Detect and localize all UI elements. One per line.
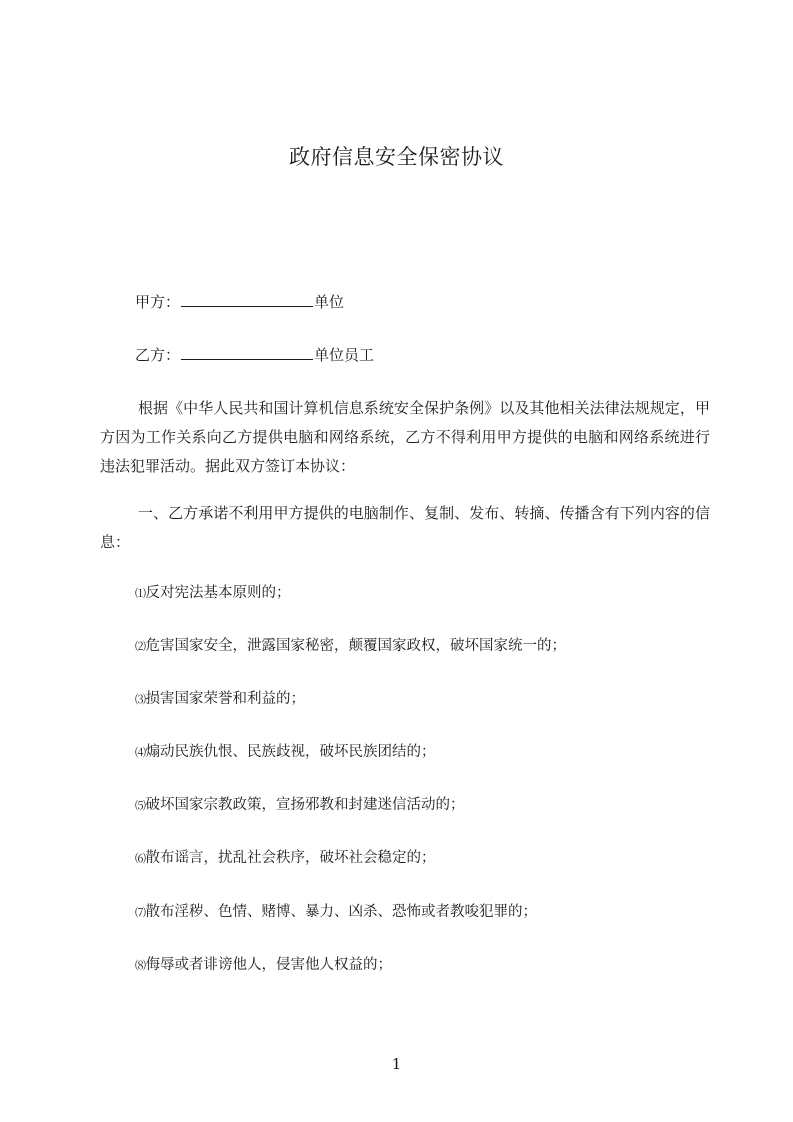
party-b-blank <box>181 344 313 360</box>
party-a-suffix: 单位 <box>314 293 345 311</box>
list-item: ⑷煽动民族仇恨、民族歧视，破坏民族团结的； <box>135 744 436 760</box>
list-item: ⑵危害国家安全，泄露国家秘密，颠覆国家政权，破坏国家统一的； <box>135 638 566 654</box>
list-item: ⑺散布淫秽、色情、赌博、暴力、凶杀、恐怖或者教唆犯罪的； <box>135 904 537 920</box>
party-a-blank <box>181 291 313 307</box>
clause-one-paragraph: 一、乙方承诺不利用甲方提供的电脑制作、复制、发布、转摘、传播含有下列内容的信息： <box>100 504 710 551</box>
list-item: ⑴反对宪法基本原则的； <box>135 585 291 601</box>
intro-paragraph: 根据《中华人民共和国计算机信息系统安全保护条例》以及其他相关法律法规规定，甲方因为工作关系向乙方提供电脑和网络系统，乙方不得利用甲方提供的电脑和网络系统进行违法犯罪活动。据此双方签订本协议： <box>100 399 710 475</box>
party-b-line <box>135 344 374 365</box>
list-item: ⑸破坏国家宗教政策，宣扬邪教和封建迷信活动的； <box>135 797 465 813</box>
list-item: ⑹散布谣言，扰乱社会秩序，破坏社会稳定的； <box>135 850 436 866</box>
list-item: ⑻侮辱或者诽谤他人，侵害他人权益的； <box>135 957 392 973</box>
party-a-line <box>135 291 344 312</box>
page-number: 1 <box>391 1055 402 1073</box>
party-a-label: 甲方： <box>135 293 181 311</box>
party-b-label: 乙方： <box>135 346 181 364</box>
document-title: 政府信息安全保密协议 <box>289 145 504 169</box>
party-b-suffix: 单位员工 <box>314 346 375 364</box>
list-item: ⑶损害国家荣誉和利益的； <box>135 691 305 707</box>
